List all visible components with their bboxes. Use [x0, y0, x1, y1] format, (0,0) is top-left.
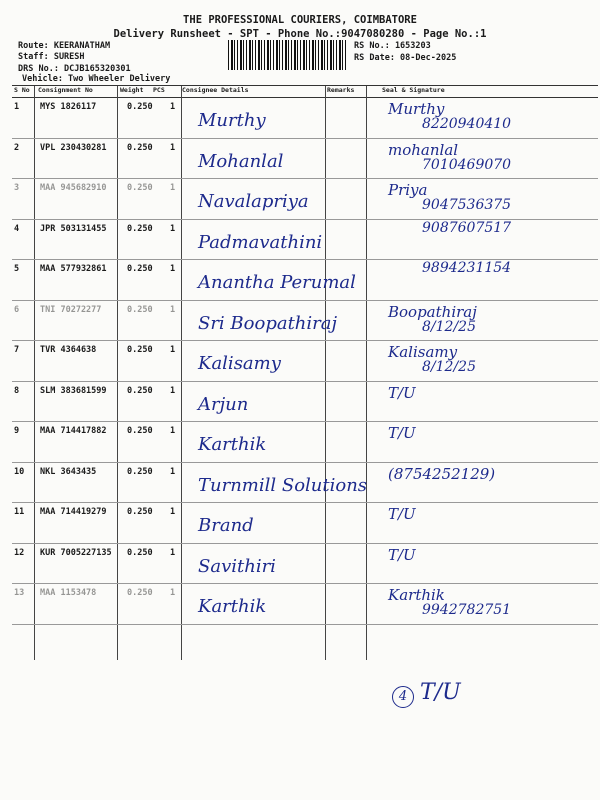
row-weight: 0.250 — [127, 264, 153, 274]
row-signature — [388, 586, 511, 618]
row-sno: 8 — [14, 386, 20, 396]
col-divider — [34, 86, 35, 660]
row-signature-phone: 9894231154 — [422, 260, 512, 276]
row-consignment: MAA 714417882 — [40, 426, 107, 436]
row-signature — [388, 100, 511, 132]
company-title: THE PROFESSIONAL COURIERS, COIMBATORE — [183, 14, 417, 26]
row-pcs: 1 — [170, 467, 176, 477]
row-signature-name: Kalisamy — [388, 343, 458, 361]
row-consignment: JPR 503131455 — [40, 224, 107, 234]
row-consignment: VPL 230430281 — [40, 143, 107, 153]
row-divider — [12, 421, 598, 422]
col-sno-header: S No — [14, 86, 30, 94]
row-weight: 0.250 — [127, 548, 153, 558]
row-consignee-handwritten: Padmavathini — [198, 232, 323, 253]
row-weight: 0.250 — [127, 345, 153, 355]
row-consignee-handwritten: Mohanlal — [198, 151, 284, 172]
footer-note-count: 4 — [392, 686, 414, 708]
barcode — [228, 40, 346, 70]
row-divider — [12, 340, 598, 341]
row-signature — [388, 343, 476, 375]
row-weight: 0.250 — [127, 467, 153, 477]
row-signature-phone: 7010469070 — [422, 157, 512, 173]
col-divider — [325, 86, 326, 660]
row-sno: 1 — [14, 102, 20, 112]
row-consignment: NKL 3643435 — [40, 467, 97, 477]
row-divider — [12, 138, 598, 139]
row-pcs: 1 — [170, 507, 176, 517]
row-pcs: 1 — [170, 264, 176, 274]
row-signature-name: mohanlal — [388, 141, 459, 159]
row-signature-name: (8754252129) — [388, 465, 496, 483]
row-pcs: 1 — [170, 305, 176, 315]
row-pcs: 1 — [170, 102, 176, 112]
route: Route: KEERANATHAM — [18, 41, 111, 51]
row-consignment: TNI 70272277 — [40, 305, 102, 315]
header-bottom-line — [12, 97, 598, 98]
row-divider — [12, 381, 598, 382]
row-consignee-handwritten: Murthy — [198, 110, 266, 131]
row-signature — [388, 181, 511, 213]
runsheet-subtitle: Delivery Runsheet - SPT - Phone No.:9047080280 - Page No.:1 — [113, 28, 487, 40]
row-consignment: MAA 577932861 — [40, 264, 107, 274]
row-weight: 0.250 — [127, 386, 153, 396]
row-signature — [388, 384, 422, 400]
vehicle: Vehicle: Two Wheeler Delivery — [22, 74, 171, 84]
row-pcs: 1 — [170, 386, 176, 396]
row-consignment: TVR 4364638 — [40, 345, 97, 355]
row-divider — [12, 583, 598, 584]
row-pcs: 1 — [170, 345, 176, 355]
col-weight-header: Weight — [120, 86, 144, 94]
row-signature-phone: 8/12/25 — [422, 359, 476, 375]
row-consignee-handwritten: Turnmill Solutions — [198, 475, 368, 496]
row-signature-phone: 9047536375 — [422, 197, 512, 213]
row-weight: 0.250 — [127, 183, 153, 193]
row-weight: 0.250 — [127, 507, 153, 517]
row-signature-phone: 9087607517 — [422, 220, 512, 236]
row-consignee-handwritten: Brand — [198, 515, 254, 536]
row-signature-name: T/U — [388, 546, 416, 564]
row-consignment: MAA 945682910 — [40, 183, 107, 193]
row-divider — [12, 462, 598, 463]
row-sno: 5 — [14, 264, 20, 274]
row-sno: 9 — [14, 426, 20, 436]
row-signature-name: T/U — [388, 384, 416, 402]
col-divider — [181, 86, 182, 660]
row-consignment: MYS 1826117 — [40, 102, 97, 112]
row-signature — [388, 262, 511, 276]
row-weight: 0.250 — [127, 305, 153, 315]
row-sno: 12 — [14, 548, 25, 558]
row-consignee-handwritten: Karthik — [198, 434, 267, 455]
row-consignee-handwritten: Kalisamy — [198, 353, 281, 374]
row-signature — [388, 303, 477, 335]
row-sno: 4 — [14, 224, 20, 234]
row-sno: 11 — [14, 507, 25, 517]
row-consignment: SLM 383681599 — [40, 386, 107, 396]
row-signature-phone: 8220940410 — [422, 116, 512, 132]
row-pcs: 1 — [170, 588, 176, 598]
footer-note-text: T/U — [420, 680, 461, 705]
col-divider — [366, 86, 367, 660]
row-sno: 2 — [14, 143, 20, 153]
row-sno: 6 — [14, 305, 20, 315]
row-weight: 0.250 — [127, 224, 153, 234]
row-consignee-handwritten: Karthik — [198, 596, 267, 617]
row-consignment: KUR 7005227135 — [40, 548, 112, 558]
row-sno: 3 — [14, 183, 20, 193]
row-consignment: MAA 714419279 — [40, 507, 107, 517]
row-weight: 0.250 — [127, 143, 153, 153]
row-divider — [12, 624, 598, 625]
row-signature-phone: 8/12/25 — [422, 319, 476, 335]
row-consignee-handwritten: Savithiri — [198, 556, 276, 577]
col-consignee-header: Consignee Details — [182, 86, 249, 94]
rs-number: RS No.: 1653203 — [354, 41, 431, 51]
row-signature-name: Murthy — [388, 100, 445, 118]
row-consignee-handwritten: Navalapriya — [198, 191, 309, 212]
row-signature — [388, 222, 511, 236]
table-top-line — [12, 85, 598, 86]
row-sno: 13 — [14, 588, 25, 598]
row-divider — [12, 543, 598, 544]
row-signature — [388, 505, 422, 521]
row-pcs: 1 — [170, 548, 176, 558]
row-signature — [388, 465, 495, 481]
row-pcs: 1 — [170, 183, 176, 193]
row-consignee-handwritten: Sri Boopathiraj — [198, 313, 338, 334]
staff: Staff: SURESH — [18, 52, 85, 62]
row-signature — [388, 141, 511, 173]
row-weight: 0.250 — [127, 102, 153, 112]
row-signature-name: Karthik — [388, 586, 445, 604]
row-pcs: 1 — [170, 224, 176, 234]
col-pcs-header: PCS — [153, 86, 165, 94]
row-consignee-handwritten: Arjun — [198, 394, 249, 415]
drs-number: DRS No.: DCJB165320301 — [18, 64, 131, 74]
row-signature-name: Boopathiraj — [388, 303, 477, 321]
col-remarks-header: Remarks — [327, 86, 355, 94]
row-sno: 10 — [14, 467, 25, 477]
col-consignment-header: Consignment No — [38, 86, 93, 94]
row-consignment: MAA 1153478 — [40, 588, 97, 598]
row-signature — [388, 424, 422, 440]
row-pcs: 1 — [170, 143, 176, 153]
col-divider — [117, 86, 118, 660]
rs-date: RS Date: 08-Dec-2025 — [354, 53, 457, 63]
row-pcs: 1 — [170, 426, 176, 436]
row-signature-name: Priya — [388, 181, 428, 199]
row-divider — [12, 502, 598, 503]
row-weight: 0.250 — [127, 588, 153, 598]
row-consignee-handwritten: Anantha Perumal — [198, 272, 356, 293]
row-signature-phone: 9942782751 — [422, 602, 512, 618]
row-divider — [12, 300, 598, 301]
col-seal-header: Seal & Signature — [382, 86, 445, 94]
row-sno: 7 — [14, 345, 20, 355]
row-signature — [388, 546, 422, 562]
row-signature-name: T/U — [388, 424, 416, 442]
row-signature-name: T/U — [388, 505, 416, 523]
row-divider — [12, 178, 598, 179]
row-weight: 0.250 — [127, 426, 153, 436]
